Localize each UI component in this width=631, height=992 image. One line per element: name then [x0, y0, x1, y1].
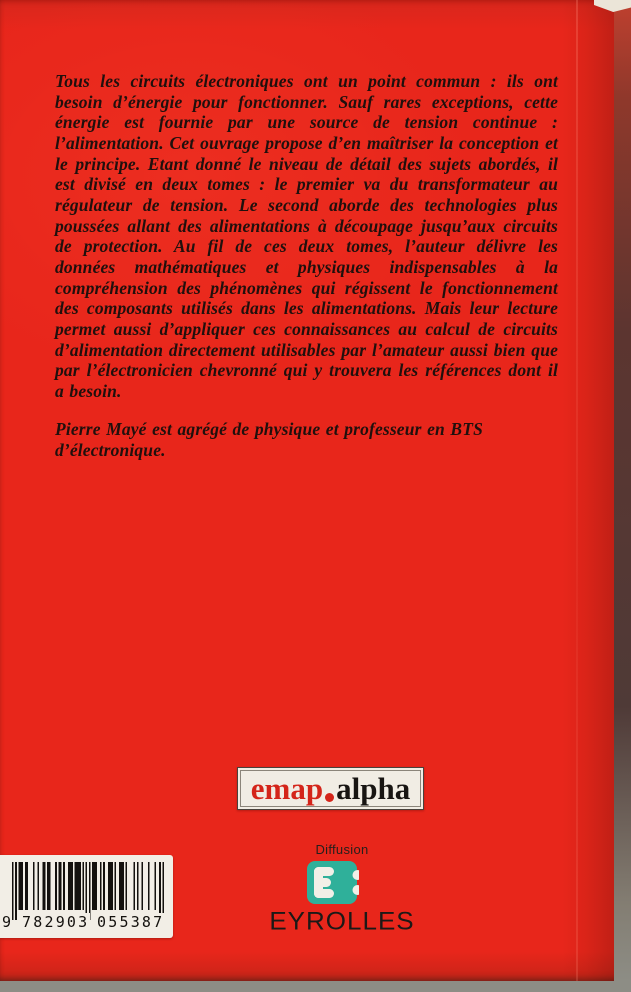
barcode-first-digit: 9 [2, 913, 12, 931]
page-edge-shadow [614, 0, 631, 981]
emap-text: emap [250, 771, 324, 806]
emap-alpha-logo [237, 767, 424, 810]
barcode-left-group: 782903 [22, 913, 90, 931]
synopsis-text: Tous les circuits électroniques ont un point commun : ils ont besoin d’énergie pour fonctionner. Sauf rares exceptions, cette énergie est fournie par une source de tension continue : l’alimentation. Cet ouvrage propose d’en maîtriser la conception et le principe. Etant donné le niveau de détail des sujets abordés, il est divisé en deux tomes : le premier va du transformateur au régulateur de tension. Le second aborde des technologies plus poussées allant des alimentations à découpage jusqu’aux circuits de protection. Au fil de ces deux tomes, l’auteur délivre les données mathématiques et physiques indispensables à la compréhension des phénomènes qui régissent le fonctionnement des composants utilisés dans les alimentations. Mais leur lecture permet aussi d’appliquer ces connaissances au calcul de circuits d’alimentation directement utilisables par l’amateur aussi bien que par l’électronicien chevronné qui y trouvera les références dont il a besoin. [55, 71, 558, 401]
spine-crease [576, 0, 578, 981]
barcode-right-group: 055387 [97, 913, 165, 931]
spine-shade [562, 0, 614, 981]
diffusion-label: Diffusion [315, 842, 369, 857]
emap-alpha-wordmark [251, 773, 410, 804]
eyrolles-name: EYROLLES [269, 906, 415, 936]
author-note: Pierre Mayé est agrégé de physique et professeur en BTS d’électronique. [55, 419, 483, 460]
alpha-text: alpha [336, 771, 411, 806]
distributor-block [252, 842, 432, 937]
barcode-label [0, 855, 173, 938]
eyrolles-logo-icon [307, 860, 359, 905]
emap-dot-icon [325, 793, 334, 802]
barcode-digits [0, 911, 173, 933]
